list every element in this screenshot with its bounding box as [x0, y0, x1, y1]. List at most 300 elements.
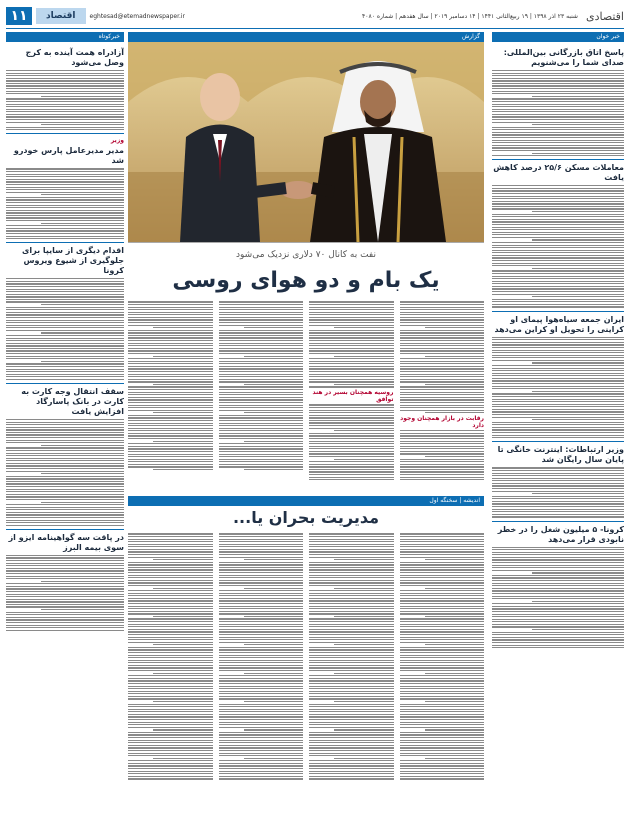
text-line — [219, 428, 304, 429]
text-line — [219, 332, 304, 333]
text-line — [492, 234, 624, 235]
text-line — [128, 304, 213, 305]
text-line — [400, 389, 485, 390]
text-line — [6, 343, 124, 344]
news-headline[interactable]: در پاقت سه گواهینامه ایزو از سوی بیمه البرز — [8, 532, 124, 552]
text-line — [492, 196, 624, 197]
text-line — [6, 507, 124, 508]
text-line — [400, 469, 485, 470]
text-line — [400, 711, 485, 712]
text-line — [309, 366, 394, 367]
text-line — [128, 675, 213, 676]
text-line — [6, 278, 124, 279]
text-line — [400, 742, 485, 743]
text-line — [153, 384, 212, 385]
text-line — [6, 499, 124, 500]
text-line — [309, 322, 394, 323]
text-line — [219, 629, 304, 630]
news-headline[interactable]: پاسخ اتاق بازرگانی بین‌المللی: صدای شما را می‌شنویم — [503, 48, 624, 67]
text-line — [128, 541, 213, 542]
text-line — [400, 533, 485, 534]
text-line — [6, 586, 124, 587]
text-line — [128, 379, 213, 380]
text-line — [219, 660, 304, 661]
article-text — [492, 70, 624, 156]
text-line — [532, 211, 624, 212]
text-line — [128, 405, 213, 406]
article-text — [6, 555, 124, 631]
text-line — [6, 591, 124, 592]
text-line — [532, 419, 624, 420]
article-text — [219, 301, 304, 470]
text-line — [6, 601, 124, 602]
text-line — [41, 473, 124, 474]
text-line — [6, 517, 124, 518]
text-line — [309, 314, 394, 315]
text-line — [6, 189, 124, 190]
text-line — [219, 763, 304, 764]
text-line — [425, 729, 484, 730]
text-line — [334, 459, 393, 460]
text-line — [128, 539, 213, 540]
text-line — [309, 737, 394, 738]
text-line — [128, 665, 213, 666]
text-line — [400, 608, 485, 609]
text-line — [6, 419, 124, 420]
text-line — [6, 619, 124, 620]
text-line — [128, 734, 213, 735]
text-line — [6, 440, 124, 441]
text-line — [309, 304, 394, 305]
text-line — [492, 422, 624, 423]
article-photo[interactable] — [128, 42, 484, 243]
text-line — [492, 575, 624, 576]
text-line — [309, 598, 394, 599]
text-line — [400, 567, 485, 568]
text-line — [128, 714, 213, 715]
text-line — [492, 514, 624, 515]
text-line — [334, 758, 393, 759]
news-headline[interactable]: معاملات مسکن ۲۵/۶ درصد کاهش یافت — [493, 163, 624, 183]
text-line — [309, 332, 394, 333]
text-line — [219, 745, 304, 746]
text-line — [425, 327, 484, 328]
text-line — [400, 680, 485, 681]
text-line — [219, 649, 304, 650]
text-line — [219, 585, 304, 586]
text-line — [492, 498, 624, 499]
text-line — [492, 265, 624, 266]
text-line — [128, 544, 213, 545]
text-line — [492, 106, 624, 107]
text-line — [492, 250, 624, 251]
contact-email[interactable]: eghtesad@etemadnewspaper.ir — [89, 12, 186, 20]
text-line — [6, 283, 124, 284]
text-line — [219, 611, 304, 612]
text-line — [128, 727, 213, 728]
text-line — [492, 483, 624, 484]
text-line — [6, 557, 124, 558]
text-line — [309, 376, 394, 377]
text-line — [400, 564, 485, 565]
text-line — [128, 686, 213, 687]
text-line — [128, 533, 213, 534]
article-text — [492, 337, 624, 439]
text-line — [492, 229, 624, 230]
text-line — [128, 670, 213, 671]
text-line — [492, 111, 624, 112]
text-line — [6, 168, 124, 169]
text-line — [492, 496, 624, 497]
text-line — [492, 301, 624, 302]
text-line — [309, 466, 394, 467]
text-line — [219, 624, 304, 625]
text-line — [492, 637, 624, 638]
text-line — [6, 129, 124, 130]
text-line — [128, 340, 213, 341]
text-line — [219, 737, 304, 738]
text-line — [309, 704, 394, 705]
text-line — [400, 649, 485, 650]
text-line — [400, 461, 485, 462]
text-line — [309, 688, 394, 689]
text-line — [128, 647, 213, 648]
text-line — [41, 502, 124, 503]
text-line — [128, 554, 213, 555]
text-line — [128, 598, 213, 599]
text-line — [219, 683, 304, 684]
text-line — [492, 255, 624, 256]
text-line — [532, 268, 624, 269]
text-line — [492, 122, 624, 123]
text-line — [128, 698, 213, 699]
text-line — [6, 481, 124, 482]
text-line — [400, 433, 485, 434]
text-line — [309, 428, 394, 429]
text-line — [309, 580, 394, 581]
text-line — [128, 402, 213, 403]
text-line — [219, 454, 304, 455]
text-line — [128, 358, 213, 359]
text-line — [425, 412, 484, 413]
text-line — [244, 559, 303, 560]
text-line — [128, 397, 213, 398]
text-line — [400, 634, 485, 635]
text-line — [400, 381, 485, 382]
text-line — [400, 778, 485, 779]
text-line — [492, 193, 624, 194]
text-line — [128, 549, 213, 550]
divider — [492, 159, 624, 160]
article-text — [219, 533, 304, 779]
text-line — [492, 501, 624, 502]
text-line — [492, 437, 624, 438]
text-line — [309, 606, 394, 607]
text-line — [6, 225, 124, 226]
text-line — [309, 590, 394, 591]
text-line — [244, 588, 303, 589]
text-line — [309, 567, 394, 568]
text-line — [244, 758, 303, 759]
text-line — [219, 562, 304, 563]
news-headline[interactable]: کرونا- ۵ میلیون شغل را در خطر نابودی قرار می‌دهد — [497, 524, 624, 544]
opinion-bar-label: اندیشه | سخنگه اول — [429, 497, 480, 504]
text-line — [309, 696, 394, 697]
text-line — [128, 567, 213, 568]
text-line — [6, 478, 124, 479]
masthead — [6, 6, 624, 26]
text-line — [309, 593, 394, 594]
text-line — [492, 427, 624, 428]
divider — [6, 529, 124, 530]
text-line — [400, 453, 485, 454]
text-line — [128, 551, 213, 552]
text-line — [219, 319, 304, 320]
text-line — [492, 368, 624, 369]
text-line — [6, 220, 124, 221]
text-line — [6, 199, 124, 200]
text-line — [400, 443, 485, 444]
text-line — [400, 688, 485, 689]
text-line — [492, 188, 624, 189]
text-line — [128, 683, 213, 684]
text-line — [309, 477, 394, 478]
text-line — [400, 451, 485, 452]
text-line — [244, 701, 303, 702]
text-column — [400, 532, 485, 781]
text-line — [309, 698, 394, 699]
text-line — [6, 335, 124, 336]
text-line — [219, 572, 304, 573]
text-line — [492, 337, 624, 338]
news-headline[interactable]: مدیر مدیرعامل پارس خودرو شد — [13, 146, 124, 166]
text-line — [128, 753, 213, 754]
article-text — [6, 278, 124, 380]
text-line — [400, 657, 485, 658]
text-line — [219, 642, 304, 643]
text-line — [219, 405, 304, 406]
text-line — [492, 252, 624, 253]
text-line — [309, 709, 394, 710]
text-line — [6, 75, 124, 76]
text-line — [219, 397, 304, 398]
text-line — [6, 366, 124, 367]
text-line — [492, 506, 624, 507]
text-line — [219, 688, 304, 689]
text-line — [128, 301, 213, 302]
text-line — [6, 294, 124, 295]
text-line — [400, 312, 485, 313]
text-line — [309, 647, 394, 648]
text-line — [400, 335, 485, 336]
text-line — [492, 283, 624, 284]
main-headline[interactable]: یک بام و دو هوای روسی — [172, 268, 440, 293]
text-line — [128, 768, 213, 769]
text-line — [492, 281, 624, 282]
text-line — [400, 438, 485, 439]
text-line — [219, 716, 304, 717]
text-line — [309, 435, 394, 436]
text-line — [219, 680, 304, 681]
text-line — [6, 442, 124, 443]
text-line — [6, 460, 124, 461]
text-line — [219, 657, 304, 658]
text-line — [6, 122, 124, 123]
text-line — [425, 384, 484, 385]
text-line — [492, 590, 624, 591]
text-line — [6, 363, 124, 364]
text-line — [492, 516, 624, 517]
text-line — [128, 608, 213, 609]
text-line — [400, 309, 485, 310]
text-line — [400, 693, 485, 694]
text-line — [6, 568, 124, 569]
text-line — [492, 132, 624, 133]
text-line — [128, 737, 213, 738]
text-line — [128, 680, 213, 681]
text-line — [128, 332, 213, 333]
text-line — [492, 88, 624, 89]
text-line — [400, 464, 485, 465]
text-line — [128, 763, 213, 764]
text-line — [400, 760, 485, 761]
text-line — [6, 453, 124, 454]
text-line — [309, 451, 394, 452]
text-line — [492, 83, 624, 84]
text-line — [400, 304, 485, 305]
text-line — [492, 214, 624, 215]
text-line — [219, 698, 304, 699]
text-line — [400, 631, 485, 632]
main-article-body — [128, 300, 484, 482]
text-column — [128, 532, 213, 781]
text-line — [492, 134, 624, 135]
text-line — [309, 309, 394, 310]
text-line — [6, 486, 124, 487]
text-line — [400, 618, 485, 619]
text-line — [492, 624, 624, 625]
text-line — [6, 340, 124, 341]
opinion-headline[interactable]: مدیریت بحران یا... — [232, 508, 380, 527]
text-line — [309, 716, 394, 717]
text-line — [219, 704, 304, 705]
text-line — [6, 427, 124, 428]
text-line — [400, 368, 485, 369]
text-line — [219, 317, 304, 318]
text-line — [400, 358, 485, 359]
text-line — [400, 606, 485, 607]
news-headline[interactable]: آزادراه همت آینده به کرج وصل می‌شود — [25, 48, 124, 67]
text-line — [219, 430, 304, 431]
text-line — [532, 96, 624, 97]
text-line — [400, 379, 485, 380]
text-line — [153, 588, 212, 589]
text-line — [6, 565, 124, 566]
text-line — [219, 732, 304, 733]
text-line — [492, 642, 624, 643]
text-line — [219, 755, 304, 756]
text-line — [309, 381, 394, 382]
text-line — [400, 686, 485, 687]
text-line — [492, 190, 624, 191]
text-line — [309, 348, 394, 349]
text-line — [128, 430, 213, 431]
text-line — [128, 621, 213, 622]
text-line — [492, 632, 624, 633]
text-line — [492, 224, 624, 225]
text-line — [400, 652, 485, 653]
news-headline[interactable]: سقف انتقال وجه کارت به کارت در بانک پاسارگاد افزایش یافت — [21, 387, 124, 417]
text-line — [219, 366, 304, 367]
text-line — [219, 425, 304, 426]
text-line — [6, 434, 124, 435]
news-headline[interactable]: وزیر ارتباطات: اینترنت خانگی تا پایان سال رایگان شد — [497, 445, 624, 465]
text-line — [128, 374, 213, 375]
text-line — [492, 424, 624, 425]
text-line — [492, 596, 624, 597]
text-line — [492, 370, 624, 371]
text-line — [400, 724, 485, 725]
text-line — [6, 570, 124, 571]
news-headline[interactable]: اقدام دیگری از سایپا برای جلوگیری از شیوع ویروس کرونا — [22, 246, 124, 276]
text-line — [128, 606, 213, 607]
text-line — [400, 350, 485, 351]
text-line — [309, 569, 394, 570]
text-line — [492, 393, 624, 394]
news-headline[interactable]: ایران جمعه سیاه‌هوا پیمای او کراینی را تحویل او کراین می‌دهد — [494, 314, 624, 334]
text-line — [244, 644, 303, 645]
text-line — [128, 724, 213, 725]
text-line — [492, 547, 624, 548]
text-line — [219, 309, 304, 310]
text-line — [6, 202, 124, 203]
text-line — [128, 629, 213, 630]
text-line — [309, 301, 394, 302]
text-line — [219, 371, 304, 372]
text-line — [400, 466, 485, 467]
text-line — [492, 245, 624, 246]
article-text — [128, 533, 213, 779]
text-line — [334, 327, 393, 328]
text-line — [128, 624, 213, 625]
text-line — [219, 410, 304, 411]
text-line — [6, 573, 124, 574]
text-line — [492, 203, 624, 204]
text-line — [400, 732, 485, 733]
text-line — [219, 564, 304, 565]
text-line — [309, 732, 394, 733]
text-line — [128, 325, 213, 326]
text-line — [41, 609, 124, 610]
text-line — [6, 512, 124, 513]
text-line — [128, 399, 213, 400]
text-line — [6, 604, 124, 605]
text-line — [219, 696, 304, 697]
text-line — [532, 239, 624, 240]
text-line — [219, 634, 304, 635]
text-line — [128, 691, 213, 692]
text-line — [128, 459, 213, 460]
text-line — [400, 569, 485, 570]
text-line — [400, 577, 485, 578]
text-line — [219, 719, 304, 720]
text-line — [400, 637, 485, 638]
text-line — [309, 714, 394, 715]
text-line — [219, 402, 304, 403]
text-line — [219, 753, 304, 754]
text-line — [492, 70, 624, 71]
text-line — [6, 471, 124, 472]
